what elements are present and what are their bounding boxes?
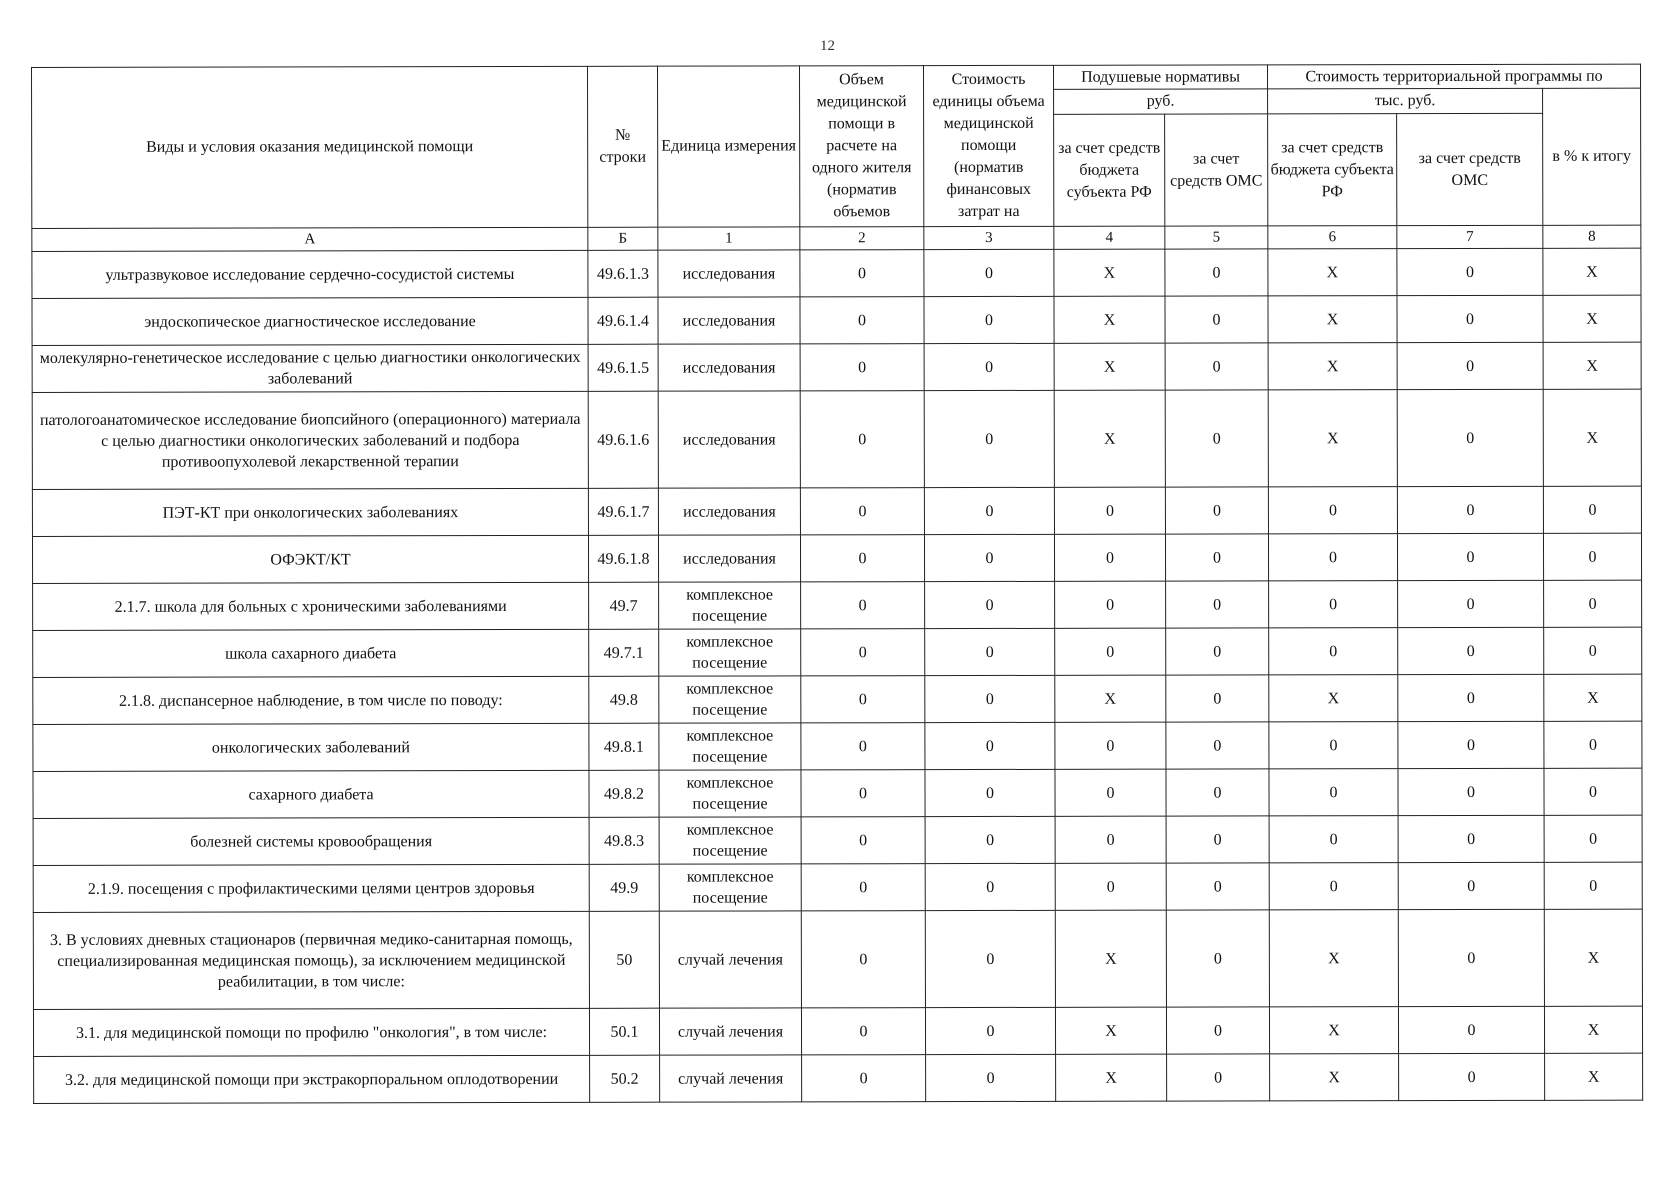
cell-unit-cost: 0 xyxy=(924,343,1054,390)
cell-per-capita-oms: 0 xyxy=(1166,863,1269,910)
header-per-capita-group: Подушевые нормативы xyxy=(1053,65,1267,89)
column-letter: 3 xyxy=(924,226,1054,249)
column-letter: 8 xyxy=(1543,225,1641,248)
column-letter: 5 xyxy=(1165,226,1268,249)
row-number: 50.2 xyxy=(590,1055,660,1102)
cell-per-capita-oms: 0 xyxy=(1165,296,1268,343)
cell-unit-cost: 0 xyxy=(925,628,1055,675)
cell-program-oms: 0 xyxy=(1398,815,1544,862)
table-row xyxy=(33,627,1642,677)
table-row xyxy=(33,909,1642,1009)
cell-percent-total: 0 xyxy=(1544,815,1642,862)
header-per-capita-unit: руб. xyxy=(1054,89,1268,114)
row-name: 2.1.7. школа для больных с хроническими заболеваниями xyxy=(33,582,589,630)
column-letter: 7 xyxy=(1397,225,1543,248)
cell-unit-cost: 0 xyxy=(925,769,1055,816)
cell-unit-cost: 0 xyxy=(925,1007,1055,1054)
cell-unit-cost: 0 xyxy=(925,581,1055,628)
table-row xyxy=(33,721,1642,771)
cell-unit-cost: 0 xyxy=(924,296,1054,343)
header-program-cost-group: Стоимость территориальной программы по xyxy=(1268,64,1641,89)
row-number: 49.6.1.8 xyxy=(588,535,658,582)
cell-program-oms: 0 xyxy=(1398,721,1544,768)
table-row xyxy=(32,389,1641,489)
cell-program-budget: X xyxy=(1268,343,1397,390)
row-number: 49.8.2 xyxy=(589,770,659,817)
cell-program-oms: 0 xyxy=(1398,909,1544,1006)
cell-program-budget: X xyxy=(1270,1054,1399,1101)
row-number: 49.6.1.6 xyxy=(588,391,658,488)
table-row xyxy=(32,342,1641,392)
cell-per-capita-budget: 0 xyxy=(1055,769,1166,816)
row-name: 2.1.9. посещения с профилактическими целями центров здоровья xyxy=(33,864,589,912)
cell-program-budget: X xyxy=(1269,675,1398,722)
cell-volume: 0 xyxy=(800,535,924,582)
column-letter: Б xyxy=(588,227,658,250)
column-letters-row xyxy=(32,225,1641,251)
cell-volume: 0 xyxy=(801,676,925,723)
cell-volume: 0 xyxy=(800,391,924,488)
cell-per-capita-budget: X xyxy=(1054,249,1165,296)
row-name: ультразвуковое исследование сердечно-сосудистой системы xyxy=(32,250,588,298)
cell-volume: 0 xyxy=(801,911,925,1008)
row-number: 49.7.1 xyxy=(589,629,659,676)
table-row xyxy=(32,533,1641,583)
cell-per-capita-budget: 0 xyxy=(1055,722,1166,769)
cell-volume: 0 xyxy=(801,817,925,864)
cell-per-capita-budget: X xyxy=(1054,343,1165,390)
cell-program-budget: X xyxy=(1269,1007,1398,1054)
row-number: 49.6.1.3 xyxy=(588,250,658,297)
cell-per-capita-budget: 0 xyxy=(1055,628,1166,675)
cell-program-budget: 0 xyxy=(1269,722,1398,769)
cell-per-capita-budget: 0 xyxy=(1055,863,1166,910)
cell-program-budget: X xyxy=(1268,390,1397,487)
row-unit: исследования xyxy=(658,344,800,391)
cell-percent-total: X xyxy=(1544,1006,1642,1053)
header-program-oms: за счет средств ОМС xyxy=(1397,113,1543,225)
cell-unit-cost: 0 xyxy=(924,487,1054,534)
row-unit: исследования xyxy=(658,488,800,535)
row-name: эндоскопическое диагностическое исследование xyxy=(32,297,588,345)
cell-per-capita-oms: 0 xyxy=(1166,628,1269,675)
row-number: 50.1 xyxy=(589,1008,659,1055)
row-name: патологоанатомическое исследование биопсийного (операционного) материала с целью диагностики онкологических заболеваний и подбора противоопухолевой лекарственной терапии xyxy=(32,391,588,489)
row-number: 49.7 xyxy=(589,582,659,629)
row-name: 2.1.8. диспансерное наблюдение, в том числе по поводу: xyxy=(33,676,589,724)
cell-program-budget: X xyxy=(1269,910,1398,1007)
row-unit: исследования xyxy=(658,535,800,582)
row-number: 49.6.1.4 xyxy=(588,297,658,344)
cell-per-capita-budget: 0 xyxy=(1054,534,1165,581)
row-unit: комплексное посещение xyxy=(659,817,801,864)
cell-program-oms: 0 xyxy=(1399,1053,1545,1100)
row-name: ОФЭКТ/КТ xyxy=(32,535,588,583)
column-letter: 1 xyxy=(658,227,800,250)
table-row xyxy=(34,1053,1643,1103)
header-row-number: № строки xyxy=(587,66,657,227)
column-letter: 6 xyxy=(1268,226,1397,249)
cell-program-oms: 0 xyxy=(1397,486,1543,533)
row-number: 49.6.1.5 xyxy=(588,344,658,391)
table-row xyxy=(33,1006,1642,1056)
cell-per-capita-oms: 0 xyxy=(1165,249,1268,296)
cell-percent-total: X xyxy=(1543,295,1641,342)
cell-volume: 0 xyxy=(801,723,925,770)
cell-percent-total: 0 xyxy=(1544,580,1642,627)
row-name: 3.2. для медицинской помощи при экстракорпоральном оплодотворении xyxy=(34,1055,590,1103)
cell-per-capita-oms: 0 xyxy=(1166,675,1269,722)
cell-volume: 0 xyxy=(801,629,925,676)
cell-program-oms: 0 xyxy=(1397,389,1543,486)
cell-program-oms: 0 xyxy=(1397,295,1543,342)
header-per-capita-budget: за счет средств бюджета субъекта РФ xyxy=(1054,114,1165,226)
row-unit: случай лечения xyxy=(660,1055,802,1102)
normatives-table xyxy=(31,64,1643,1104)
cell-program-budget: 0 xyxy=(1269,769,1398,816)
cell-program-budget: 0 xyxy=(1269,628,1398,675)
row-number: 49.8.1 xyxy=(589,723,659,770)
row-name: болезней системы кровообращения xyxy=(33,817,589,865)
table-row xyxy=(32,248,1641,298)
cell-unit-cost: 0 xyxy=(925,816,1055,863)
table-row xyxy=(33,768,1642,818)
cell-per-capita-oms: 0 xyxy=(1165,487,1268,534)
cell-program-budget: 0 xyxy=(1269,816,1398,863)
cell-per-capita-oms: 0 xyxy=(1167,1054,1270,1101)
cell-volume: 0 xyxy=(801,864,925,911)
cell-per-capita-budget: X xyxy=(1055,1007,1166,1054)
row-number: 50 xyxy=(589,911,659,1008)
table-row xyxy=(33,580,1642,630)
cell-volume: 0 xyxy=(801,1008,925,1055)
column-letter: А xyxy=(32,227,588,251)
row-name: онкологических заболеваний xyxy=(33,723,589,771)
cell-program-budget: 0 xyxy=(1268,534,1397,581)
row-unit: случай лечения xyxy=(659,1008,801,1055)
cell-program-oms: 0 xyxy=(1398,862,1544,909)
table-row xyxy=(32,486,1641,536)
cell-volume: 0 xyxy=(800,297,924,344)
cell-volume: 0 xyxy=(801,582,925,629)
cell-percent-total: 0 xyxy=(1544,721,1642,768)
row-number: 49.8.3 xyxy=(589,817,659,864)
cell-per-capita-budget: 0 xyxy=(1055,581,1166,628)
cell-program-oms: 0 xyxy=(1398,1006,1544,1053)
cell-per-capita-oms: 0 xyxy=(1166,769,1269,816)
cell-unit-cost: 0 xyxy=(924,390,1054,487)
cell-per-capita-oms: 0 xyxy=(1166,910,1269,1007)
row-unit: комплексное посещение xyxy=(659,582,801,629)
row-unit: исследования xyxy=(658,391,800,488)
cell-percent-total: 0 xyxy=(1544,627,1642,674)
row-number: 49.8 xyxy=(589,676,659,723)
header-unit-cost: Стоимость единицы объема медицинской помощи (норматив финансовых затрат на xyxy=(923,65,1053,226)
cell-unit-cost: 0 xyxy=(925,675,1055,722)
cell-per-capita-budget: X xyxy=(1056,1054,1167,1101)
cell-volume: 0 xyxy=(800,488,924,535)
row-unit: комплексное посещение xyxy=(659,770,801,817)
table-row xyxy=(32,295,1641,345)
row-name: 3.1. для медицинской помощи по профилю "онкология", в том числе: xyxy=(33,1008,589,1056)
table-row xyxy=(33,862,1642,912)
cell-program-oms: 0 xyxy=(1398,627,1544,674)
cell-program-budget: X xyxy=(1268,296,1397,343)
cell-program-oms: 0 xyxy=(1397,248,1543,295)
cell-per-capita-budget: X xyxy=(1055,675,1166,722)
cell-volume: 0 xyxy=(800,250,924,297)
cell-unit-cost: 0 xyxy=(924,249,1054,296)
cell-per-capita-budget: 0 xyxy=(1055,816,1166,863)
row-unit: комплексное посещение xyxy=(659,676,801,723)
cell-percent-total: X xyxy=(1544,909,1642,1006)
page-number: 12 xyxy=(820,38,835,54)
cell-program-oms: 0 xyxy=(1398,674,1544,721)
row-name: 3. В условиях дневных стационаров (первичная медико-санитарная помощь, специализированная медицинская помощь), за исключением медицинской реабилитации, в том числе: xyxy=(33,911,589,1009)
table-row xyxy=(33,674,1642,724)
cell-per-capita-oms: 0 xyxy=(1165,534,1268,581)
header-percent-total: в % к итогу xyxy=(1543,88,1641,225)
cell-per-capita-oms: 0 xyxy=(1166,816,1269,863)
cell-per-capita-budget: X xyxy=(1055,910,1166,1007)
cell-per-capita-oms: 0 xyxy=(1166,722,1269,769)
cell-program-budget: 0 xyxy=(1268,487,1397,534)
column-letter: 2 xyxy=(800,227,924,250)
cell-percent-total: X xyxy=(1545,1053,1643,1100)
row-number: 49.6.1.7 xyxy=(588,488,658,535)
header-service-types: Виды и условия оказания медицинской помощи xyxy=(32,66,588,228)
row-unit: комплексное посещение xyxy=(659,629,801,676)
cell-volume: 0 xyxy=(802,1055,926,1102)
cell-unit-cost: 0 xyxy=(924,534,1054,581)
cell-per-capita-budget: X xyxy=(1054,390,1165,487)
row-name: школа сахарного диабета xyxy=(33,629,589,677)
cell-per-capita-oms: 0 xyxy=(1165,390,1268,487)
cell-program-oms: 0 xyxy=(1398,580,1544,627)
cell-percent-total: X xyxy=(1543,342,1641,389)
header-unit: Единица измерения xyxy=(657,66,799,227)
row-name: молекулярно-генетическое исследование с целью диагностики онкологических заболеваний xyxy=(32,344,588,392)
cell-per-capita-oms: 0 xyxy=(1166,1007,1269,1054)
cell-percent-total: X xyxy=(1543,248,1641,295)
row-unit: комплексное посещение xyxy=(659,723,801,770)
cell-program-budget: 0 xyxy=(1269,581,1398,628)
cell-per-capita-oms: 0 xyxy=(1165,343,1268,390)
cell-unit-cost: 0 xyxy=(925,910,1055,1007)
cell-percent-total: 0 xyxy=(1543,486,1641,533)
header-program-cost-unit: тыс. руб. xyxy=(1268,88,1543,114)
row-unit: случай лечения xyxy=(659,911,801,1008)
cell-percent-total: X xyxy=(1543,389,1641,486)
header-per-capita-oms: за счет средств ОМС xyxy=(1165,114,1268,226)
column-letter: 4 xyxy=(1054,226,1165,249)
cell-volume: 0 xyxy=(800,344,924,391)
cell-unit-cost: 0 xyxy=(925,722,1055,769)
cell-program-oms: 0 xyxy=(1397,533,1543,580)
cell-percent-total: 0 xyxy=(1544,862,1642,909)
header-program-budget: за счет средств бюджета субъекта РФ xyxy=(1268,114,1397,226)
row-name: сахарного диабета xyxy=(33,770,589,818)
row-unit: исследования xyxy=(658,250,800,297)
header-volume-per-resident: Объем медицинской помощи в расчете на одного жителя (норматив объемов xyxy=(799,66,923,227)
cell-program-budget: 0 xyxy=(1269,863,1398,910)
cell-percent-total: X xyxy=(1544,674,1642,721)
cell-program-oms: 0 xyxy=(1398,768,1544,815)
row-name: ПЭТ-КТ при онкологических заболеваниях xyxy=(32,488,588,536)
cell-volume: 0 xyxy=(801,770,925,817)
row-unit: комплексное посещение xyxy=(659,864,801,911)
cell-percent-total: 0 xyxy=(1543,533,1641,580)
cell-per-capita-budget: 0 xyxy=(1054,487,1165,534)
table-row xyxy=(33,815,1642,865)
row-number: 49.9 xyxy=(589,864,659,911)
row-unit: исследования xyxy=(658,297,800,344)
cell-program-oms: 0 xyxy=(1397,342,1543,389)
cell-per-capita-budget: X xyxy=(1054,296,1165,343)
cell-percent-total: 0 xyxy=(1544,768,1642,815)
cell-per-capita-oms: 0 xyxy=(1166,581,1269,628)
cell-unit-cost: 0 xyxy=(926,1054,1056,1101)
cell-unit-cost: 0 xyxy=(925,863,1055,910)
cell-program-budget: X xyxy=(1268,249,1397,296)
